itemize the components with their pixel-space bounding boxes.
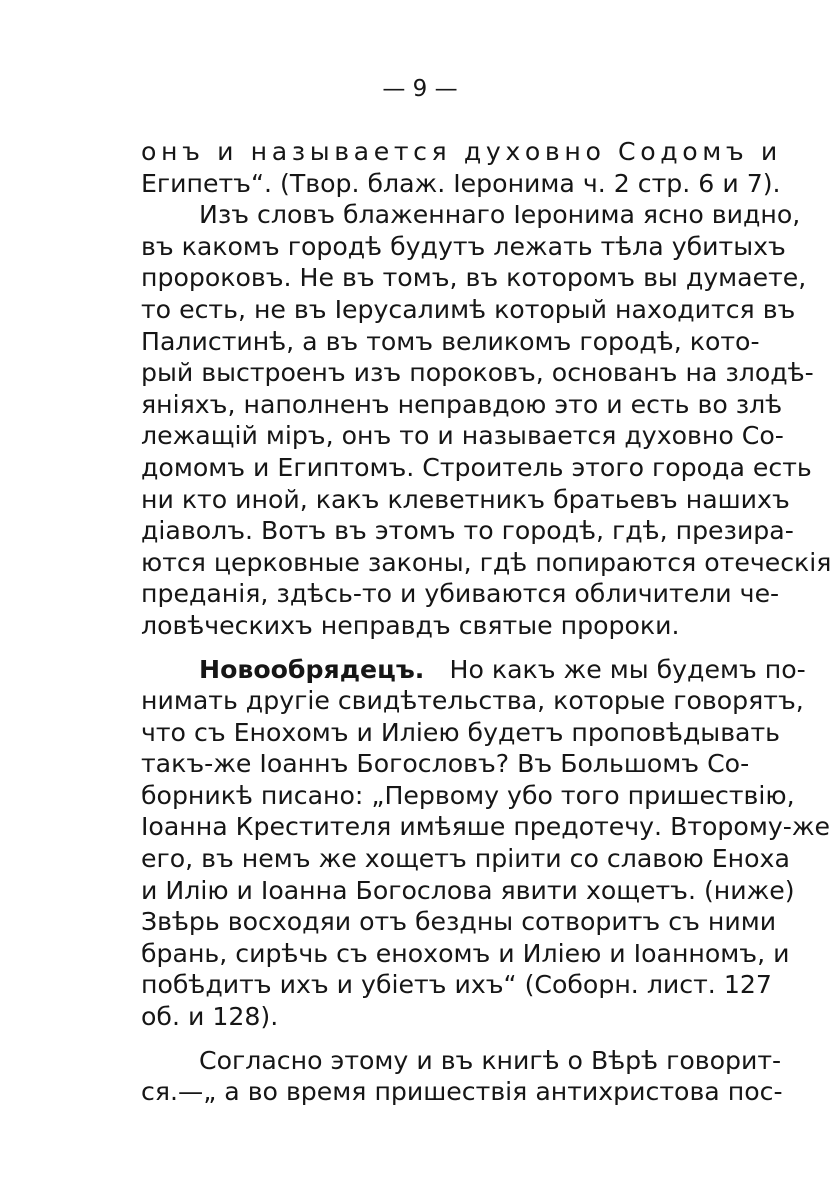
line-text: такъ-же Іоаннъ Богословъ? Въ Большомъ Со- bbox=[141, 749, 750, 779]
text-line bbox=[141, 875, 795, 907]
text-line bbox=[141, 326, 760, 358]
text-line bbox=[141, 231, 786, 263]
text-line bbox=[141, 357, 814, 389]
line-text: ловѣческихъ неправдъ святые пророки. bbox=[141, 610, 680, 640]
text-line bbox=[141, 294, 796, 326]
line-text: его, въ немъ же хощетъ пріити со славою Еноха bbox=[141, 844, 790, 874]
line-text: лежащій міръ, онъ то и называется духовно Со- bbox=[141, 421, 784, 451]
text-line bbox=[141, 136, 782, 168]
line-text: борникѣ писано: „Первому убо того пришествію, bbox=[141, 780, 795, 810]
text-line bbox=[141, 969, 772, 1001]
text-line bbox=[141, 515, 794, 547]
line-text: и Илію и Іоанна Богослова явити хощетъ. (ниже) bbox=[141, 875, 795, 905]
line-text: Египетъ“. (Твор. блаж. Іеронима ч. 2 стр. 6 и 7). bbox=[141, 168, 781, 198]
text-line bbox=[141, 717, 780, 749]
line-text: Іоанна Крестителя имѣяше предотечу. Второму-же bbox=[141, 812, 831, 842]
line-text: пророковъ. Не въ томъ, въ которомъ вы думаете, bbox=[141, 263, 807, 293]
text-line bbox=[141, 938, 790, 970]
line-text: брань, сирѣчь съ енохомъ и Иліею и Іоанномъ, и bbox=[141, 938, 790, 968]
text-line bbox=[141, 199, 801, 231]
text-line bbox=[141, 484, 790, 516]
text-line bbox=[141, 168, 781, 200]
text-line bbox=[141, 906, 777, 938]
text-line bbox=[141, 578, 780, 610]
text-line bbox=[141, 1076, 783, 1108]
line-text: домомъ и Египтомъ. Строитель этого города есть bbox=[141, 452, 812, 482]
line-text: Палистинѣ, а въ томъ великомъ городѣ, кото- bbox=[141, 326, 760, 356]
line-text: преданія, здѣсь-то и убиваются обличители че- bbox=[141, 579, 780, 609]
text-line bbox=[141, 262, 807, 294]
line-text: яніяхъ, наполненъ неправдою это и есть во злѣ bbox=[141, 389, 783, 419]
line-text: діаволъ. Вотъ въ этомъ то городѣ, гдѣ, презира- bbox=[141, 516, 794, 546]
line-text: Изъ словъ блаженнаго Іеронима ясно видно, bbox=[199, 200, 801, 230]
line-text: об. и 128). bbox=[141, 1002, 279, 1032]
line-text: рый выстроенъ изъ пороковъ, основанъ на злодѣ- bbox=[141, 358, 814, 388]
text-line bbox=[141, 748, 750, 780]
text-line bbox=[141, 811, 831, 843]
line-text: ся.—„ а во время пришествія антихристова пос- bbox=[141, 1077, 783, 1107]
text-line bbox=[141, 1045, 782, 1077]
text-line bbox=[141, 420, 784, 452]
text-line bbox=[141, 547, 832, 579]
text-line bbox=[141, 1001, 741, 1033]
line-text: Согласно этому и въ книгѣ о Вѣрѣ говорит- bbox=[199, 1045, 782, 1075]
text-line bbox=[141, 452, 812, 484]
text-line bbox=[141, 685, 804, 717]
text-line bbox=[141, 654, 806, 686]
page-number: — 9 — bbox=[382, 76, 458, 102]
line-text: ни кто иной, какъ клеветникъ братьевъ нашихъ bbox=[141, 484, 790, 514]
text-line bbox=[141, 780, 795, 812]
line-text: то есть, не въ Іерусалимѣ который находится въ bbox=[141, 294, 796, 324]
line-text: онъ и называется духовно Содомъ и bbox=[141, 137, 782, 166]
text-line bbox=[141, 843, 790, 875]
line-text: побѣдитъ ихъ и убіетъ ихъ“ (Соборн. лист. 127 bbox=[141, 970, 772, 1000]
line-text: Но какъ же мы будемъ по- bbox=[449, 654, 806, 684]
text-line bbox=[141, 610, 741, 642]
line-text: ются церковные законы, гдѣ попираются отеческія bbox=[141, 547, 832, 577]
line-text: въ какомъ городѣ будутъ лежать тѣла убитыхъ bbox=[141, 231, 786, 261]
line-text: Звѣрь восходяи отъ бездны сотворитъ съ ними bbox=[141, 907, 777, 937]
speaker-label: Новообрядецъ. bbox=[199, 654, 425, 684]
body-text bbox=[141, 136, 832, 1108]
line-text: что съ Енохомъ и Иліею будетъ проповѣдывать bbox=[141, 717, 780, 747]
text-line bbox=[141, 389, 783, 421]
line-text: нимать другіе свидѣтельства, которые говорятъ, bbox=[141, 686, 804, 716]
